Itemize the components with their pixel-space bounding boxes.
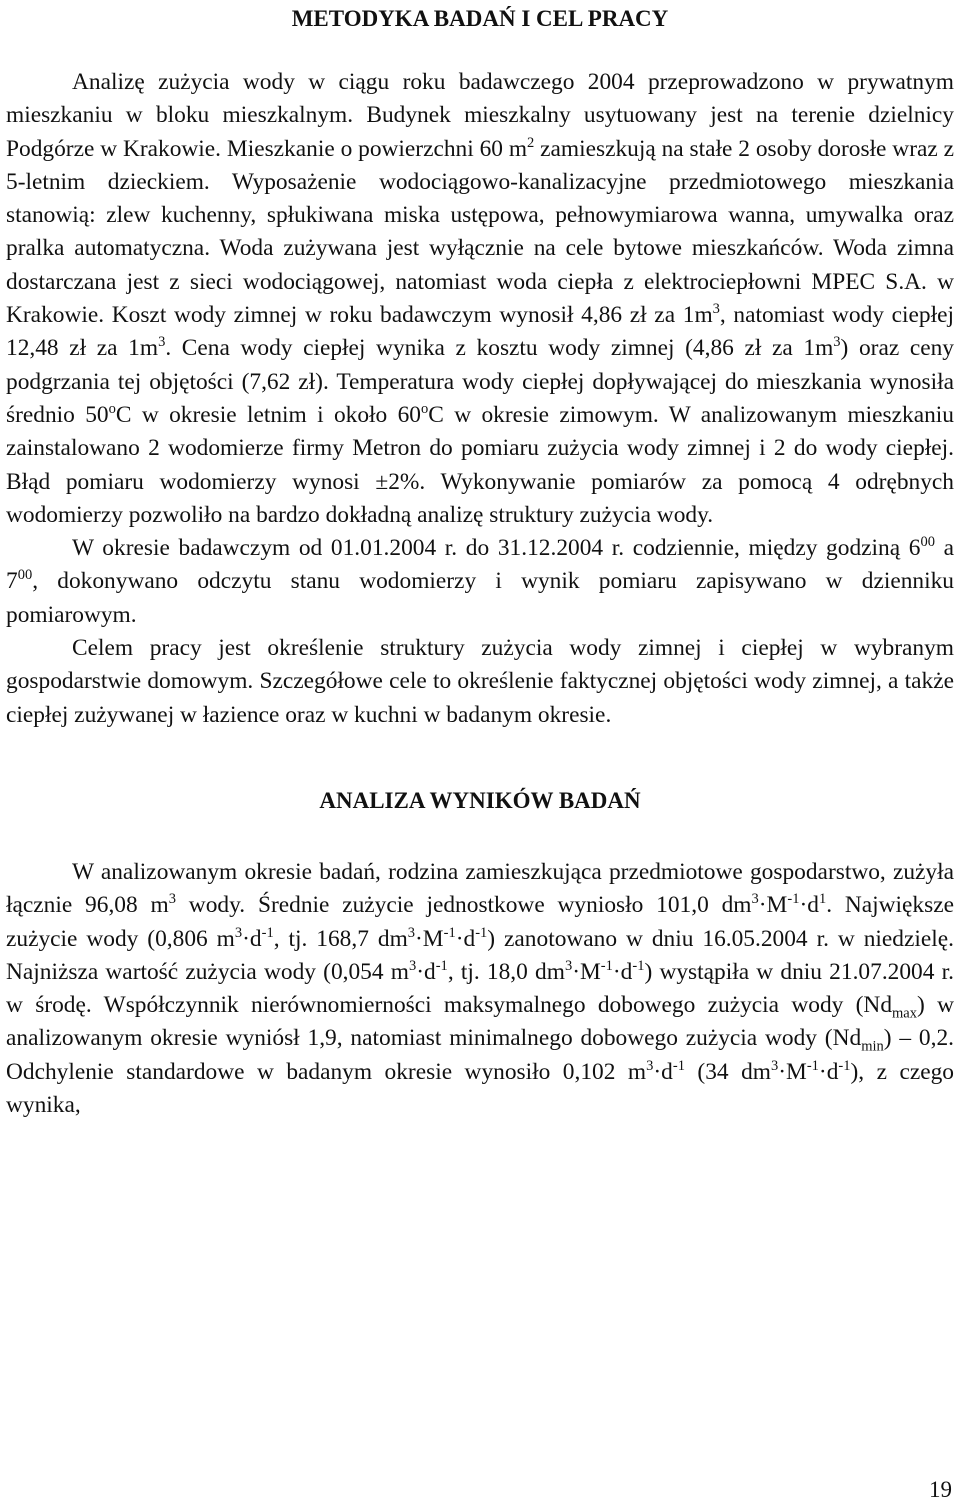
paragraph-methodology-description xyxy=(6,66,954,532)
text-run: ) w analizowanym okresie wyniósł 1,9, natomiast minimalnego dobowego zużycia wody (Nd xyxy=(6,992,954,1052)
superscript: 3 xyxy=(408,958,417,975)
text-run: , tj. 168,7 dm xyxy=(273,925,408,952)
subscript: min xyxy=(861,1039,884,1056)
paragraph-research-aim xyxy=(6,632,954,732)
superscript: 3 xyxy=(770,1057,779,1074)
superscript: 3 xyxy=(833,334,841,351)
text-run: ·M xyxy=(758,892,788,919)
text-run: ·d xyxy=(242,925,262,952)
superscript: o xyxy=(108,401,116,418)
superscript: 3 xyxy=(407,924,416,941)
text-run: ·M xyxy=(415,925,444,952)
text-run: a 7 xyxy=(6,535,954,595)
superscript: -1 xyxy=(600,958,613,975)
text-run: , tj. 18,0 dm xyxy=(447,958,565,985)
text-run: ·d xyxy=(653,1058,673,1085)
text-run: ·M xyxy=(572,958,601,985)
superscript: 3 xyxy=(168,891,176,908)
superscript: -1 xyxy=(435,958,448,975)
text-run: ·d xyxy=(416,958,436,985)
text-run: ) wystąpiła w dniu 21.07.2004 r. w środę. Współczynnik nierównomierności maksymalnego dobowego zużycia wody (Nd xyxy=(6,958,954,1019)
page-number: 19 xyxy=(929,1477,952,1502)
text-run: Celem pracy jest określenie struktury zużycia wody zimnej i ciepłej w wybranym gospodarstwie domowym. Szczegółowe cele to określenie faktycznej objętości wody zimnej, a także ciepłej zużywanej w łazience oraz w kuchni w badanym okresie. xyxy=(6,635,954,728)
text-run: ·d xyxy=(799,892,819,919)
superscript: 00 xyxy=(17,567,33,584)
superscript: 1 xyxy=(818,891,827,908)
text-run: , dokonywano odczytu stanu wodomierzy i wynik pomiaru zapisywano w dzienniku pomiarowym. xyxy=(6,568,954,628)
text-run: (34 dm xyxy=(684,1058,771,1085)
text-run: ) – 0,2. Odchylenie standardowe w badanym okresie wynosiło 0,102 m xyxy=(6,1025,954,1085)
text-run: W analizowanym okresie badań, rodzina zamieszkująca przedmiotowe gospodarstwo, zużyła łącznie 96,08 m xyxy=(6,858,954,919)
text-run: W okresie badawczym od 01.01.2004 r. do 31.12.2004 r. codziennie, między godziną 6 xyxy=(72,535,921,562)
text-run: C w okresie letnim i około 60 xyxy=(115,401,421,428)
superscript: -1 xyxy=(475,924,488,941)
superscript: 00 xyxy=(920,534,935,551)
superscript: 3 xyxy=(712,301,720,318)
text-run: wody. Średnie zużycie jednostkowe wyniosło 101,0 dm xyxy=(175,892,752,919)
paragraph-results-analysis xyxy=(6,856,954,1122)
text-run: ·d xyxy=(818,1058,839,1085)
superscript: -1 xyxy=(443,924,456,941)
text-run: ), z czego wynika, xyxy=(6,1058,954,1119)
superscript: 2 xyxy=(527,134,535,151)
text-run: Analizę zużycia wody w ciągu roku badawczego 2004 przeprowadzono w prywatnym mieszkaniu w bloku mieszkalnym. Budynek mieszkalny usytuowany jest na terenie dzielnicy Podgórze w Krakowie. Mieszkanie o powierzchni 60 m xyxy=(6,69,954,162)
text-run: . Największe zużycie wody (0,806 m xyxy=(6,892,954,952)
text-run: ) zanotowano w dniu 16.05.2004 r. w niedzielę. Najniższa wartość zużycia wody (0,054 m xyxy=(6,925,954,985)
section-heading-methodology: METODYKA BADAŃ I CEL PRACY xyxy=(291,6,669,31)
superscript: -1 xyxy=(261,924,274,941)
text-run: ·M xyxy=(778,1058,807,1085)
superscript: 3 xyxy=(751,891,759,908)
superscript: o xyxy=(421,401,429,418)
superscript: -1 xyxy=(838,1057,851,1074)
section-heading-results: ANALIZA WYNIKÓW BADAŃ xyxy=(319,787,641,813)
text-run: ·d xyxy=(612,958,633,985)
superscript: -1 xyxy=(672,1057,685,1074)
paragraph-measurement-period xyxy=(6,532,954,632)
text-run: , natomiast wody ciepłej 12,48 zł za 1m xyxy=(6,302,955,362)
superscript: -1 xyxy=(806,1057,819,1074)
text-run: zamieszkują na stałe 2 osoby dorosłe wraz z 5-letnim dzieckiem. Wyposażenie wodociągowo-kanalizacyjne przedmiotowego mieszkania stanowią: zlew kuchenny, spłukiwana miska ustępowa, pełnowymiarowa wanna, umywalka oraz pralka automatyczna. Woda zużywana jest wyłącznie na cele bytowe mieszkańców. Woda zimna dostarczana jest z sieci wodociągowej, natomiast woda ciepła z elektrociepłowni MPEC S.A. w Krakowie. Koszt wody zimnej w roku badawczym wynosił 4,86 zł za 1m xyxy=(6,135,954,329)
text-run: ) oraz ceny podgrzania tej objętości (7,62 zł). Temperatura wody ciepłej dopływającej do mieszkania wynosiła średnio 50 xyxy=(6,335,954,428)
superscript: -1 xyxy=(632,958,645,975)
superscript: 3 xyxy=(646,1057,654,1074)
subscript: max xyxy=(892,1005,917,1022)
superscript: -1 xyxy=(787,891,800,908)
superscript: 3 xyxy=(564,958,573,975)
text-run: C w okresie zimowym. W analizowanym mieszkaniu zainstalowano 2 wodomierze firmy Metron do pomiaru zużycia wody zimnej i 2 do wody ciepłej. Błąd pomiaru wodomierzy wynosi ±2%. Wykonywanie pomiarów za pomocą 4 odrębnych wodomierzy pozwoliło na bardzo dokładną analizę struktury zużycia wody. xyxy=(6,401,954,528)
superscript: 3 xyxy=(158,334,166,351)
superscript: 3 xyxy=(234,924,243,941)
text-run: ·d xyxy=(455,925,476,952)
text-run: . Cena wody ciepłej wynika z kosztu wody zimnej (4,86 zł za 1m xyxy=(165,335,834,362)
